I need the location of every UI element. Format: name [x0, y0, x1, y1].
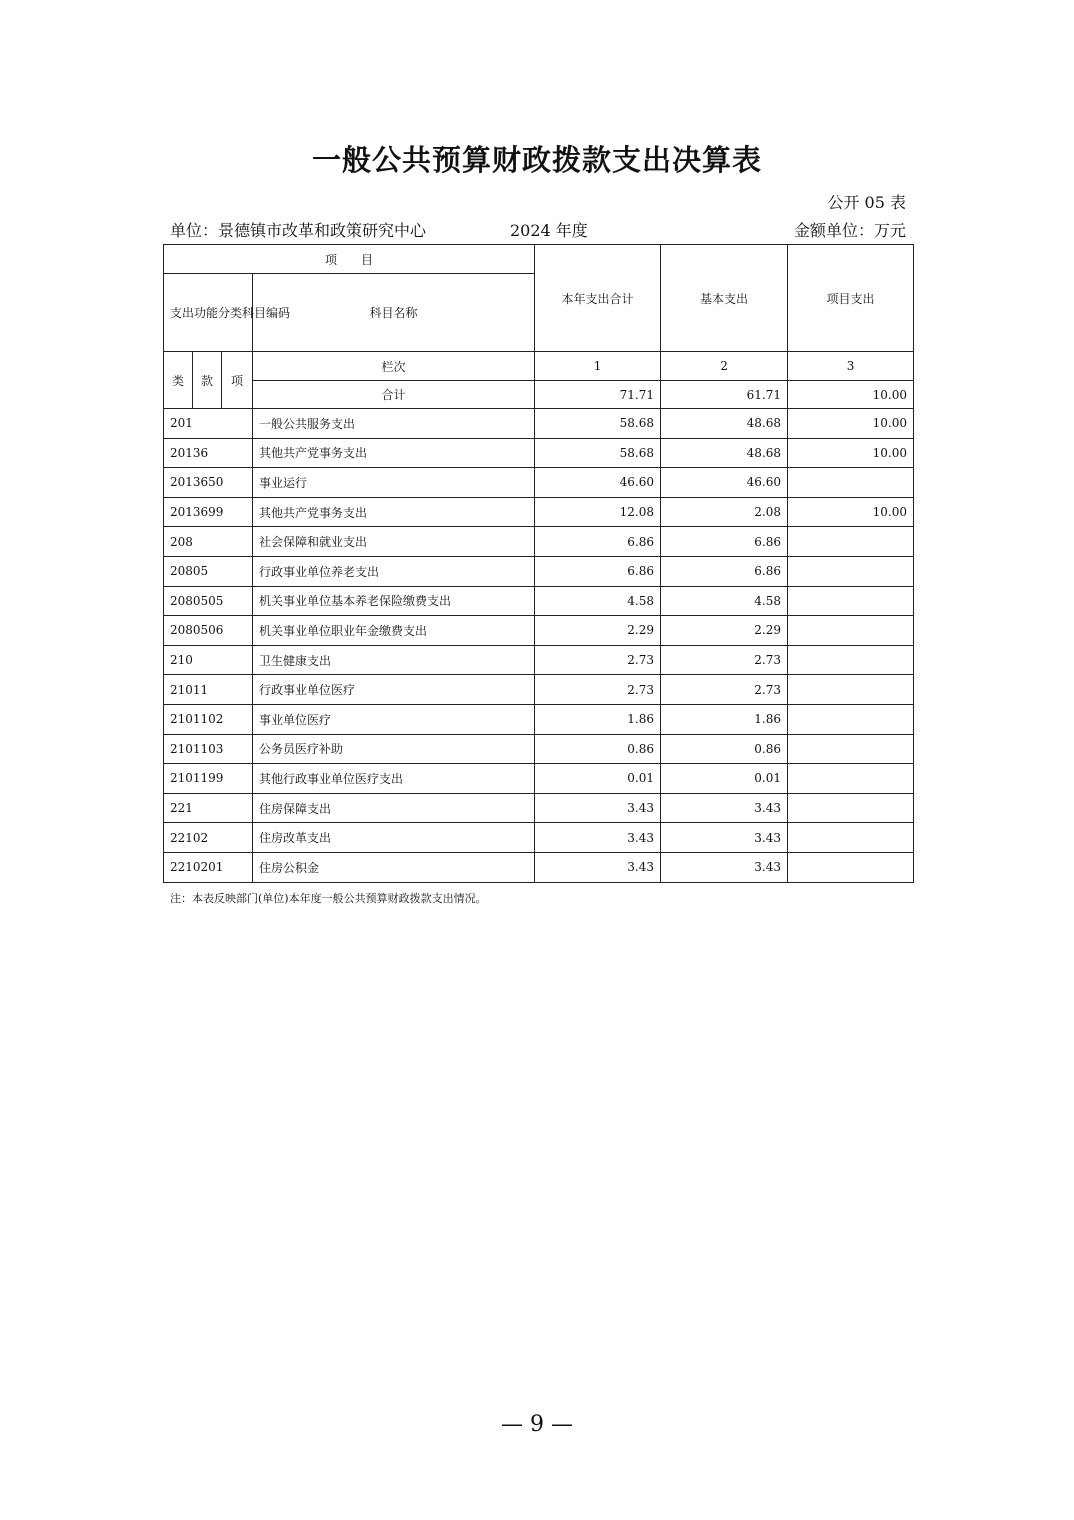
row-total: 2.73 — [535, 645, 661, 675]
row-total: 12.08 — [535, 497, 661, 527]
row-project: 10.00 — [788, 438, 914, 468]
row-name: 社会保障和就业支出 — [253, 527, 535, 557]
row-total: 2.73 — [535, 675, 661, 705]
unit-label: 单位：景德镇市改革和政策研究中心 — [170, 221, 427, 240]
row-basic: 6.86 — [661, 556, 788, 586]
row-total: 58.68 — [535, 409, 661, 439]
row-code: 2210201 — [164, 852, 253, 882]
table-row — [164, 793, 914, 823]
row-basic: 46.60 — [661, 468, 788, 498]
row-project — [788, 586, 914, 616]
row-code: 2013699 — [164, 497, 253, 527]
row-total: 4.58 — [535, 586, 661, 616]
row-project: 10.00 — [788, 497, 914, 527]
table-row — [164, 556, 914, 586]
row-basic: 2.08 — [661, 497, 788, 527]
sum-total: 71.71 — [535, 381, 661, 409]
row-basic: 48.68 — [661, 438, 788, 468]
table-row — [164, 586, 914, 616]
row-name: 公务员医疗补助 — [253, 734, 535, 764]
table-row — [164, 409, 914, 439]
form-number: 公开 05 表 — [827, 193, 906, 212]
header-item: 项 目 — [164, 245, 535, 274]
column-number-1: 1 — [535, 352, 661, 381]
header-code: 支出功能分类科目编码 — [164, 274, 253, 352]
row-basic: 2.29 — [661, 616, 788, 646]
row-project: 10.00 — [788, 409, 914, 439]
row-code: 201 — [164, 409, 253, 439]
row-code: 2013650 — [164, 468, 253, 498]
row-name: 一般公共服务支出 — [253, 409, 535, 439]
row-basic: 2.73 — [661, 645, 788, 675]
row-basic: 6.86 — [661, 527, 788, 557]
header-kuan: 款 — [193, 352, 222, 409]
row-total: 2.29 — [535, 616, 661, 646]
column-label: 栏次 — [253, 352, 535, 381]
row-basic: 0.86 — [661, 734, 788, 764]
row-basic: 4.58 — [661, 586, 788, 616]
year-label: 2024 年度 — [510, 221, 588, 240]
row-total: 0.01 — [535, 764, 661, 794]
row-project — [788, 764, 914, 794]
row-name: 事业运行 — [253, 468, 535, 498]
row-project — [788, 556, 914, 586]
table-row — [164, 675, 914, 705]
row-basic: 3.43 — [661, 852, 788, 882]
table-row — [164, 468, 914, 498]
row-name: 机关事业单位职业年金缴费支出 — [253, 616, 535, 646]
row-total: 3.43 — [535, 852, 661, 882]
row-project — [788, 468, 914, 498]
table-row — [164, 527, 914, 557]
row-basic: 3.43 — [661, 823, 788, 853]
row-basic: 2.73 — [661, 675, 788, 705]
table-row — [164, 852, 914, 882]
table-row — [164, 704, 914, 734]
table-row — [164, 764, 914, 794]
header-project: 项目支出 — [788, 245, 914, 352]
row-basic: 3.43 — [661, 793, 788, 823]
row-code: 2101102 — [164, 704, 253, 734]
row-project — [788, 852, 914, 882]
row-basic: 0.01 — [661, 764, 788, 794]
row-name: 其他行政事业单位医疗支出 — [253, 764, 535, 794]
row-name: 住房保障支出 — [253, 793, 535, 823]
row-name: 卫生健康支出 — [253, 645, 535, 675]
row-code: 20136 — [164, 438, 253, 468]
row-basic: 48.68 — [661, 409, 788, 439]
row-total: 3.43 — [535, 823, 661, 853]
row-code: 2101199 — [164, 764, 253, 794]
sum-basic: 61.71 — [661, 381, 788, 409]
row-project — [788, 616, 914, 646]
table-row — [164, 734, 914, 764]
row-name: 住房公积金 — [253, 852, 535, 882]
row-total: 3.43 — [535, 793, 661, 823]
row-name: 住房改革支出 — [253, 823, 535, 853]
sum-label: 合计 — [253, 381, 535, 409]
row-name: 其他共产党事务支出 — [253, 438, 535, 468]
row-total: 46.60 — [535, 468, 661, 498]
row-total: 0.86 — [535, 734, 661, 764]
row-name: 事业单位医疗 — [253, 704, 535, 734]
row-code: 2080505 — [164, 586, 253, 616]
row-name: 机关事业单位基本养老保险缴费支出 — [253, 586, 535, 616]
header-xiang: 项 — [222, 352, 253, 409]
money-unit-label: 金额单位：万元 — [793, 221, 906, 240]
header-lei: 类 — [164, 352, 193, 409]
row-code: 221 — [164, 793, 253, 823]
row-total: 1.86 — [535, 704, 661, 734]
row-code: 210 — [164, 645, 253, 675]
row-project — [788, 793, 914, 823]
row-project — [788, 704, 914, 734]
row-basic: 1.86 — [661, 704, 788, 734]
row-project — [788, 823, 914, 853]
row-code: 2101103 — [164, 734, 253, 764]
row-project — [788, 527, 914, 557]
row-project — [788, 645, 914, 675]
row-code: 21011 — [164, 675, 253, 705]
page-title: 一般公共预算财政拨款支出决算表 — [311, 143, 762, 177]
table-row — [164, 645, 914, 675]
column-number-3: 3 — [788, 352, 914, 381]
header-total: 本年支出合计 — [535, 245, 661, 352]
table-note: 注：本表反映部门(单位)本年度一般公共预算财政拨款支出情况。 — [170, 892, 487, 905]
row-name: 其他共产党事务支出 — [253, 497, 535, 527]
row-total: 6.86 — [535, 527, 661, 557]
row-code: 22102 — [164, 823, 253, 853]
row-name: 行政事业单位养老支出 — [253, 556, 535, 586]
row-project — [788, 675, 914, 705]
row-total: 6.86 — [535, 556, 661, 586]
row-code: 208 — [164, 527, 253, 557]
row-code: 2080506 — [164, 616, 253, 646]
column-number-2: 2 — [661, 352, 788, 381]
row-name: 行政事业单位医疗 — [253, 675, 535, 705]
table-row — [164, 497, 914, 527]
row-project — [788, 734, 914, 764]
budget-table — [163, 244, 914, 883]
row-total: 58.68 — [535, 438, 661, 468]
table-row — [164, 616, 914, 646]
header-name: 科目名称 — [253, 274, 535, 352]
header-basic: 基本支出 — [661, 245, 788, 352]
sum-project: 10.00 — [788, 381, 914, 409]
table-row — [164, 438, 914, 468]
row-code: 20805 — [164, 556, 253, 586]
page-number: — 9 — — [501, 1412, 573, 1437]
table-row — [164, 823, 914, 853]
